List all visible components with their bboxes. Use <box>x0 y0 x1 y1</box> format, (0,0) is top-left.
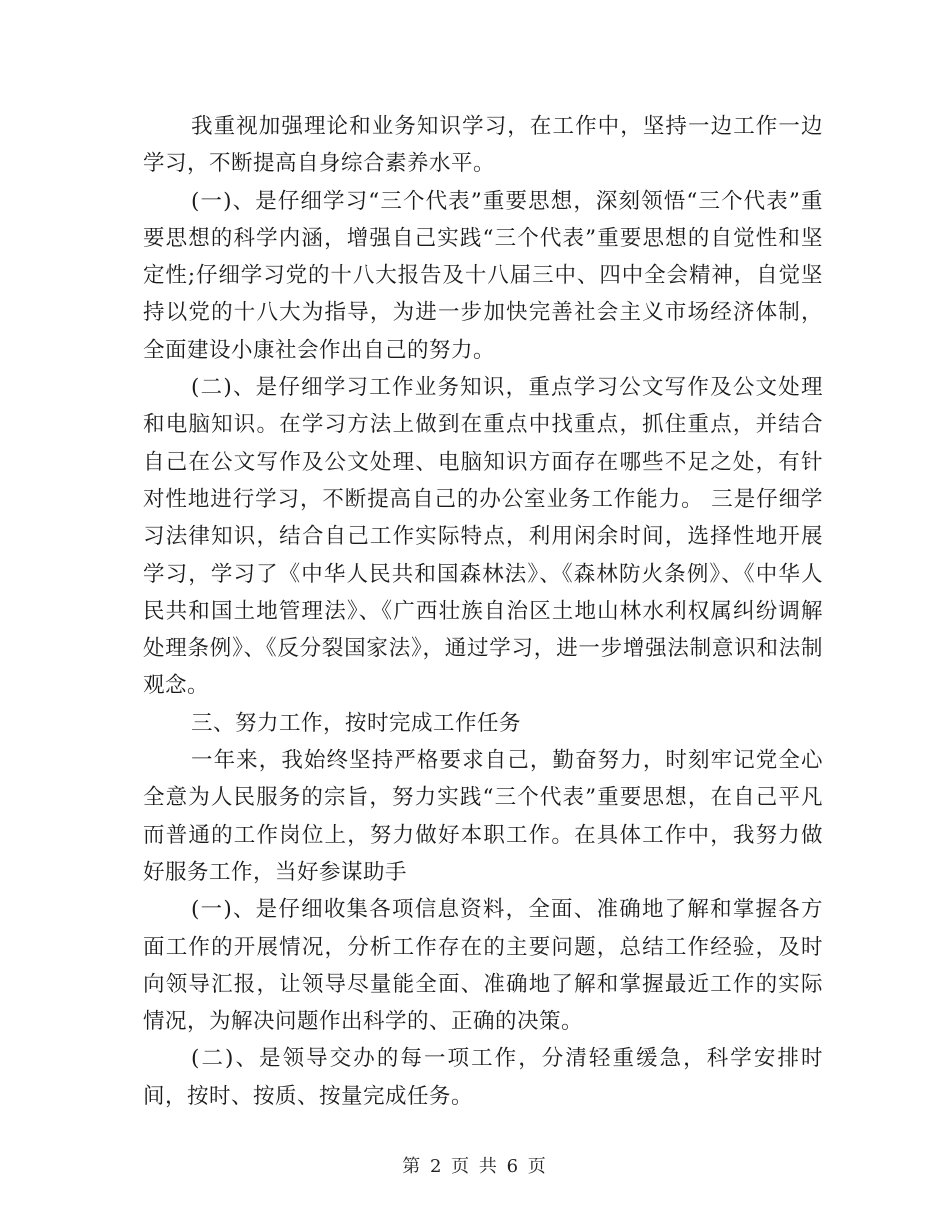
paragraph-5: 一年来，我始终坚持严格要求自己，勤奋努力，时刻牢记党全心全意为人民服务的宗旨，努力实践“三个代表”重要思想，在自己平凡而普通的工作岗位上，努力做好本职工作。在具体工作中，我努力做好服务工作，当好参谋助手 <box>143 748 823 885</box>
paragraph-6: (一)、是仔细收集各项信息资料，全面、准确地了解和掌握各方面工作的开展情况，分析工作存在的主要问题，总结工作经验，及时向领导汇报，让领导尽量能全面、准确地了解和掌握最近工作的实际情况，为解决问题作出科学的、正确的决策。 <box>143 897 823 1035</box>
document-body <box>143 108 823 1115</box>
page-number-footer: 第 2 页 共 6 页 <box>402 1156 548 1177</box>
paragraph-2: (一)、是仔细学习“三个代表”重要思想，深刻领悟“三个代表”重要思想的科学内涵，增强自己实践“三个代表”重要思想的自觉性和坚定性;仔细学习党的十八大报告及十八届三中、四中全会精神，自觉坚持以党的十八大为指导，为进一步加快完善社会主义市场经济体制，全面建设小康社会作出自己的努力。 <box>143 188 823 363</box>
paragraph-1: 我重视加强理论和业务知识学习，在工作中，坚持一边工作一边学习，不断提高自身综合素养水平。 <box>143 114 823 177</box>
paragraph-7: (二)、是领导交办的每一项工作，分清轻重缓急，科学安排时间，按时、按质、按量完成任务。 <box>143 1046 823 1109</box>
section-heading-3: 三、努力工作，按时完成工作任务 <box>191 710 522 736</box>
paragraph-3: (二)、是仔细学习工作业务知识，重点学习公文写作及公文处理和电脑知识。在学习方法上做到在重点中找重点，抓住重点，并结合自己在公文写作及公文处理、电脑知识方面存在哪些不足之处，有针对性地进行学习，不断提高自己的办公室业务工作能力。 三是仔细学习法律知识，结合自己工作实际特点，利用闲余时间，选择性地开展学习，学习了《中华人民共和国森林法》、《森林防火条例》、《中华人民共和国土地管理法》、《广西壮族自治区土地山林水利权属纠纷调解处理条例》、《反分裂国家法》，通过学习，进一步增强法制意识和法制观念。 <box>143 375 823 699</box>
